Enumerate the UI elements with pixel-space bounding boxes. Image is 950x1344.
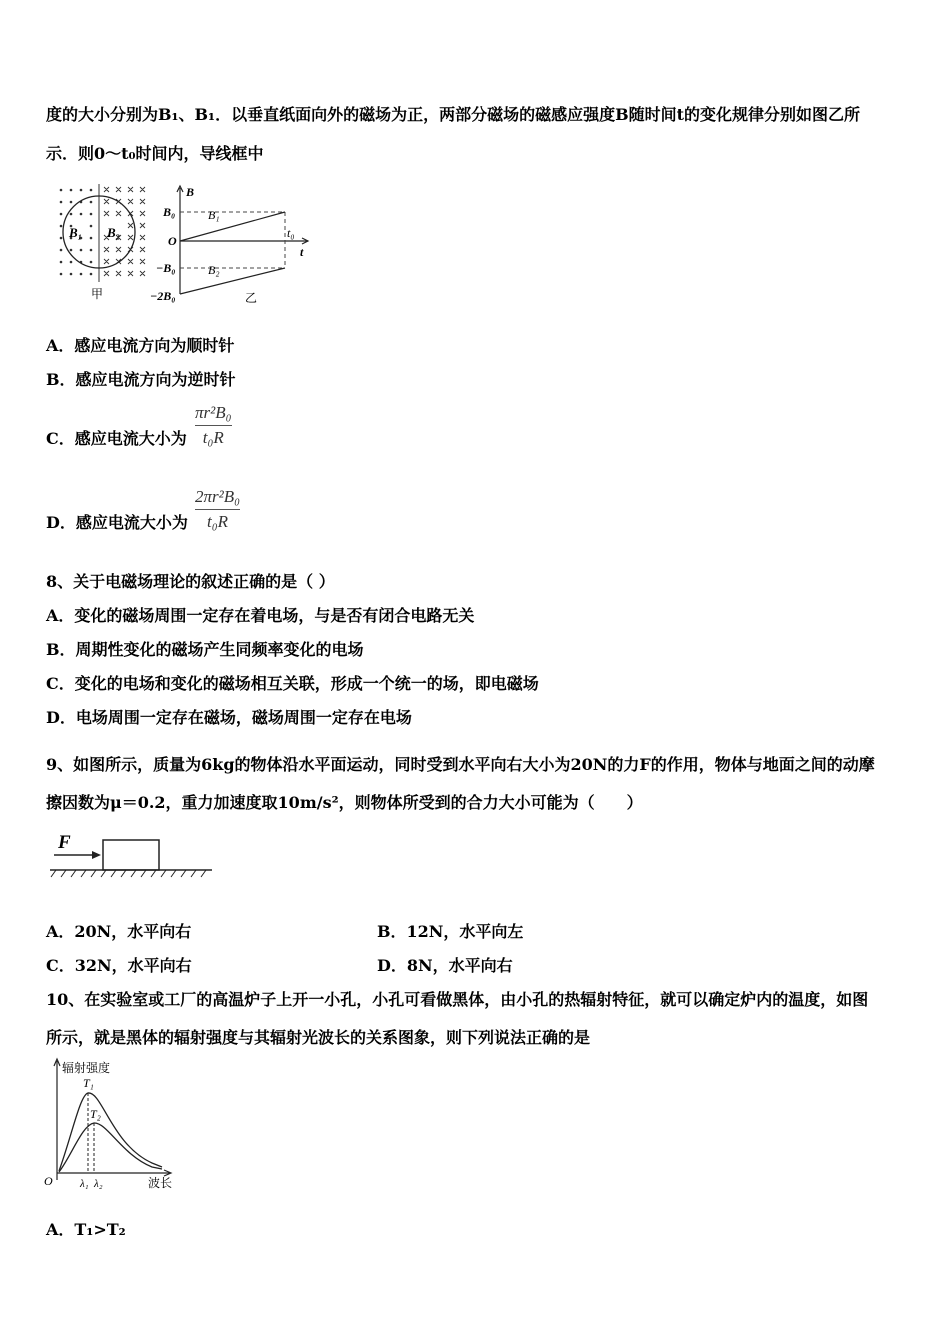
q9-option-d: D．8N，水平向右 (377, 956, 513, 975)
t2-label: T₂ (90, 1107, 101, 1121)
origin-o: O (44, 1174, 53, 1188)
q10-stem-line2: 所示，就是黑体的辐射强度与其辐射光波长的关系图象，则下列说法正确的是 (46, 1028, 591, 1047)
b1-line (180, 212, 285, 241)
q9-option-b: B．12N，水平向左 (377, 922, 524, 941)
force-arrowhead (92, 851, 101, 859)
q7-option-c: C．感应电流大小为 (46, 429, 187, 448)
tick-neg-2b0: −2B₀ (150, 289, 176, 303)
line-b1-label: B₁ (208, 208, 220, 222)
force-label: F (58, 832, 71, 853)
q8-option-a: A．变化的磁场周围一定存在着电场，与是否有闭合电路无关 (46, 606, 475, 625)
figure-yi (150, 182, 320, 304)
q9-stem-line2: 擦因数为μ＝0.2，重力加速度取10m/s²，则物体所受到的合力大小可能为（ ） (46, 793, 643, 812)
tick-neg-b0: −B₀ (156, 261, 176, 275)
lambda1-label: λ₁ (80, 1178, 89, 1190)
tick-t0: t₀ (287, 226, 295, 240)
fraction-c-denominator: t₀R (202, 428, 224, 447)
label-b2: B₂ (107, 225, 121, 240)
axis-b-label: B (186, 185, 195, 199)
q9-option-a: A．20N，水平向右 (46, 922, 192, 941)
q10-stem-line1: 10、在实验室或工厂的高温炉子上开一小孔，小孔可看做黑体，由小孔的热辐射特征，就可以确定炉内的温度，如图 (46, 990, 869, 1009)
q7-option-b: B．感应电流方向为逆时针 (46, 370, 236, 389)
fraction-d-denominator: t₀R (207, 512, 229, 531)
q10-option-a: A．T₁>T₂ (46, 1220, 126, 1239)
y-axis-label: 辐射强度 (62, 1061, 111, 1075)
label-b1: B₁ (69, 225, 83, 240)
q7-option-a: A．感应电流方向为顺时针 (46, 336, 235, 355)
caption-jia: 甲 (91, 287, 104, 301)
q8-option-b: B．周期性变化的磁场产生同频率变化的电场 (46, 640, 364, 659)
q7-option-d: D．感应电流大小为 (46, 513, 188, 532)
caption-yi: 乙 (245, 291, 258, 304)
q7-stem-line1: 度的大小分别为B₁、B₁．以垂直纸面向外的磁场为正，两部分磁场的磁感应强度B随时间t的变化规律分别如图乙所 (46, 105, 860, 124)
line-b2-label: B₂ (208, 263, 220, 277)
lambda2-label: λ₂ (94, 1178, 103, 1190)
figure-block-force (48, 830, 218, 882)
tick-b0: B₀ (163, 205, 176, 219)
ground-hatch (51, 870, 206, 877)
x-axis-label: 波长 (148, 1176, 173, 1190)
fraction-d-numerator: 2πr²B₀ (195, 487, 241, 506)
q7-fraction-c (195, 403, 232, 448)
figure-jia (55, 182, 155, 302)
fraction-c-numerator: πr²B₀ (195, 403, 232, 422)
q7-fraction-d (195, 487, 240, 532)
origin-label: O (168, 234, 177, 248)
block (103, 840, 159, 870)
q7-stem-line2: 示．则0～t₀时间内，导线框中 (46, 144, 264, 163)
q9-stem-line1: 9、如图所示，质量为6kg的物体沿水平面运动，同时受到水平向右大小为20N的力F的作用，物体与地面之间的动摩 (46, 755, 875, 774)
t1-label: T₁ (83, 1076, 94, 1090)
axis-t-label: t (300, 245, 304, 259)
q8-option-c: C．变化的电场和变化的磁场相互关联，形成一个统一的场，即电磁场 (46, 674, 539, 693)
fraction-c-bar (195, 425, 232, 426)
curve-t1 (59, 1093, 162, 1171)
b2-line (180, 268, 285, 294)
q9-option-c: C．32N，水平向右 (46, 956, 192, 975)
q8-option-d: D．电场周围一定存在磁场，磁场周围一定存在电场 (46, 708, 412, 727)
figure-blackbody (42, 1055, 192, 1195)
q8-stem: 8、关于电磁场理论的叙述正确的是（ ） (46, 572, 335, 591)
curve-t2 (59, 1123, 162, 1172)
fraction-d-bar (195, 509, 240, 510)
